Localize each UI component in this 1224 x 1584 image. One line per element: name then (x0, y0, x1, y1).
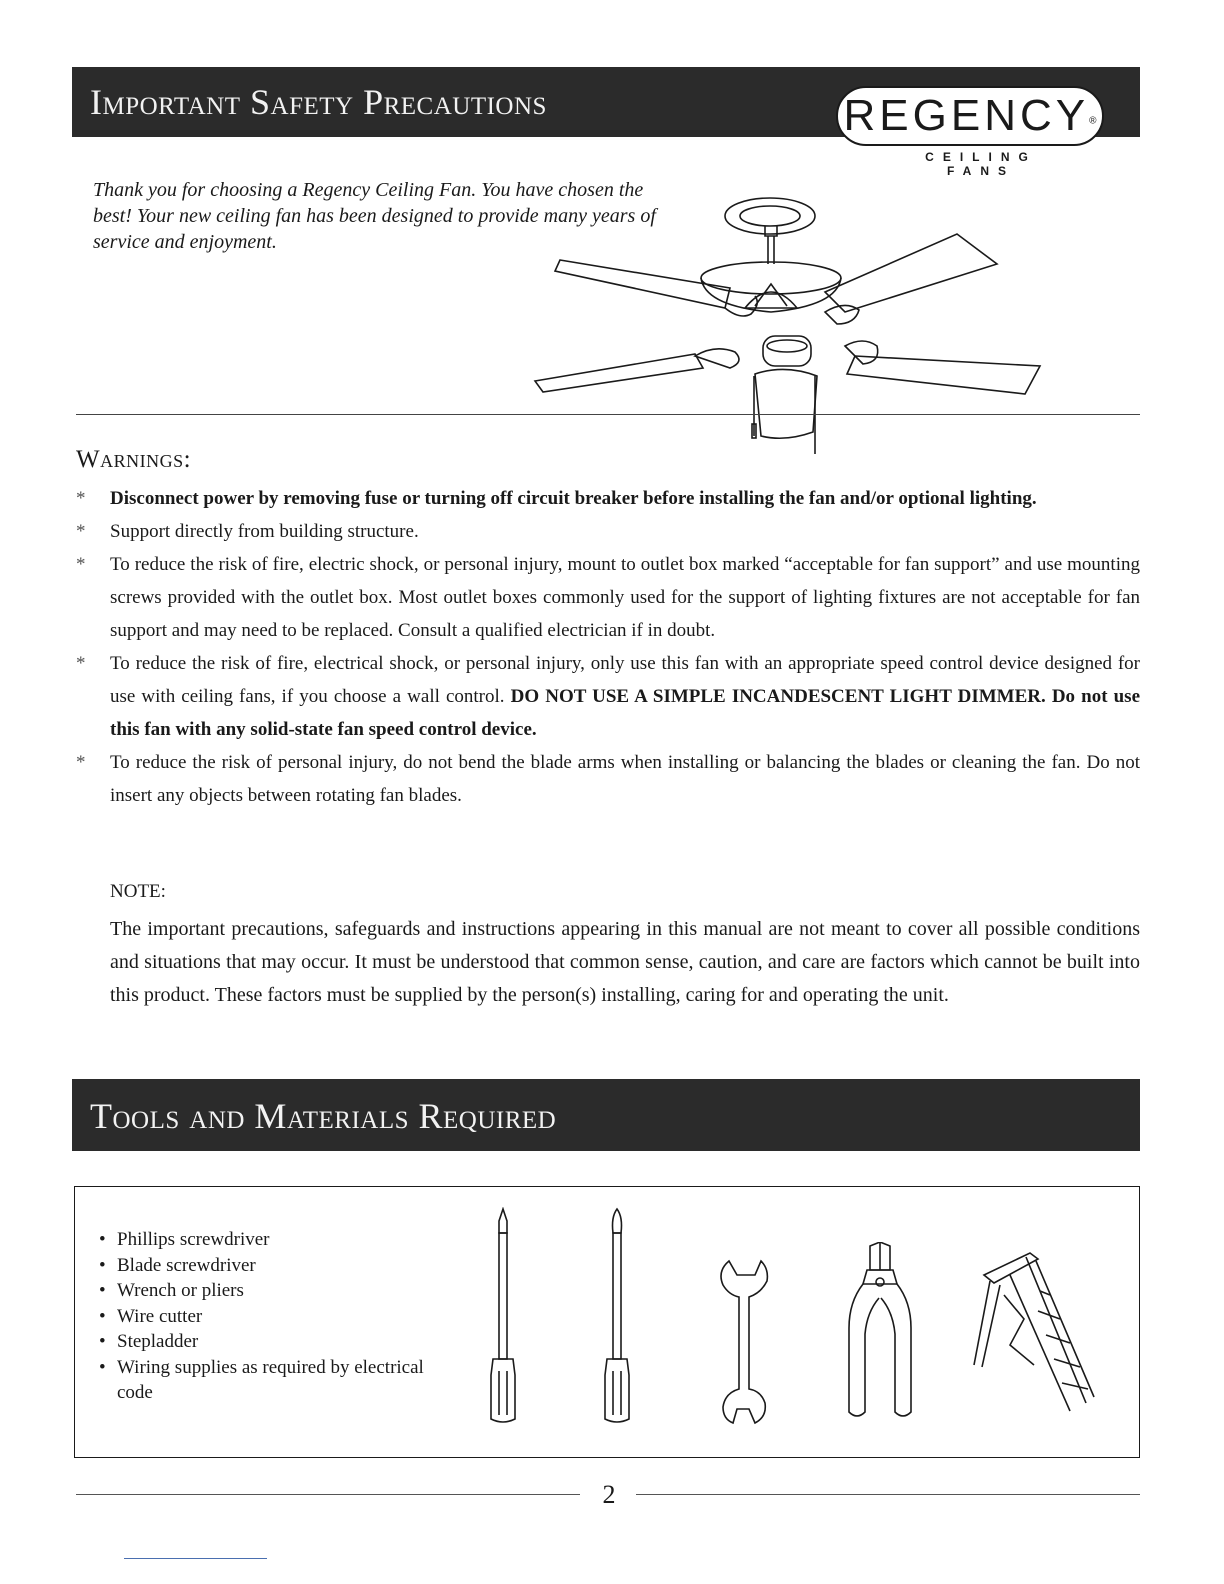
page-number: 2 (602, 1480, 616, 1509)
warning-bullet: * (76, 554, 86, 575)
warning-item (76, 647, 1140, 746)
blade-screwdriver-icon (597, 1207, 637, 1427)
footer-rule-left (76, 1494, 580, 1495)
warning-bullet: * (76, 653, 86, 674)
tool-item (99, 1278, 429, 1304)
tool-bullet: • (99, 1331, 106, 1352)
tools-section-title: Tools and Materials Required (90, 1096, 557, 1136)
warning-bullet: * (76, 752, 86, 773)
warning-bold-text: DO NOT USE A SIMPLE INCANDESCENT LIGHT DIMMER. Do not use this fan with any solid-state fan speed control device. (110, 686, 1141, 740)
section-divider (76, 414, 1140, 415)
warning-text: To reduce the risk of personal injury, do not bend the blade arms when installing or balancing the blades or cleaning the fan. Do not insert any objects between rotating fan blades. (110, 752, 1140, 806)
tool-label: Blade screwdriver (117, 1254, 256, 1276)
tools-banner (72, 1079, 1140, 1151)
wire-cutter-icon (845, 1242, 915, 1427)
intro-text: Thank you for choosing a Regency Ceiling Fan. You have chosen the best! Your new ceiling fan has been designed to provide many years of service and enjoyment. (93, 179, 656, 253)
note-label: NOTE: (110, 881, 166, 902)
stepladder-icon (970, 1245, 1100, 1415)
warning-item (76, 515, 1140, 548)
warning-item (76, 548, 1140, 647)
tool-bullet: • (99, 1356, 106, 1378)
tool-label: Stepladder (117, 1331, 199, 1352)
warning-bold-text: Disconnect power by removing fuse or turning off circuit breaker before installing the fan and/or optional lighting. (110, 488, 1037, 509)
stray-underline (124, 1558, 267, 1559)
fan-canopy (725, 198, 815, 234)
note-text: The important precautions, safeguards and instructions appearing in this manual are not meant to cover all possible conditions and situations that may occur. It must be understood that common sense, caution, and care are factors which cannot be built into this product. These factors must be supplied by the person(s) installing, caring for and operating the unit. (110, 918, 1140, 1006)
warning-text: To reduce the risk of fire, electric shock, or personal injury, mount to outlet box marked “acceptable for fan support” and use mounting screws provided with the outlet box. Most outlet boxes commonly used for the support of lighting fixtures are not acceptable for fan support and may need to be replaced. Consult a qualified electrician if in doubt. (110, 554, 1140, 641)
logo-registered-mark: ® (1089, 115, 1097, 127)
warning-text: Support directly from building structure. (110, 521, 419, 542)
logo-oval (836, 86, 1104, 146)
tool-label: Wiring supplies as required by electrical code (117, 1356, 424, 1403)
tool-bullet: • (99, 1305, 106, 1327)
logo-name: REGENCY (843, 91, 1090, 140)
warning-item (76, 746, 1140, 812)
footer-rule-right (636, 1494, 1140, 1495)
warning-item (76, 482, 1140, 515)
regency-logo (836, 86, 1112, 178)
phillips-screwdriver-icon (483, 1207, 523, 1427)
warnings-heading: Warnings: (76, 446, 192, 473)
safety-section-title: Important Safety Precautions (90, 82, 547, 122)
warning-text: To reduce the risk of fire, electrical shock, or personal injury, only use this fan with an appropriate speed control device designed for use with ceiling fans, if you choose a wall control. (110, 653, 1140, 707)
tool-item (99, 1253, 429, 1279)
tool-bullet: • (99, 1229, 106, 1250)
tool-label: Wire cutter (117, 1305, 203, 1327)
fan-blade-left (555, 260, 730, 308)
ceiling-fan-illustration (525, 196, 1055, 458)
logo-subtitle: CEILING FANS (925, 150, 1037, 178)
warning-bullet: * (76, 521, 86, 542)
tool-bullet: • (99, 1254, 106, 1276)
fan-blade-right (825, 234, 997, 312)
tools-list (99, 1227, 429, 1406)
tool-label: Phillips screwdriver (117, 1229, 270, 1250)
warning-bullet: * (76, 488, 86, 509)
tool-item (99, 1227, 429, 1253)
fan-light-kit (755, 369, 817, 438)
tool-item (99, 1304, 429, 1330)
wrench-icon (715, 1257, 775, 1427)
fan-blade-front-right (847, 356, 1040, 394)
tools-box (74, 1186, 1140, 1458)
tool-bullet: • (99, 1280, 106, 1301)
warnings-list (76, 482, 1140, 812)
fan-blade-front-left (535, 354, 703, 392)
tool-item (99, 1329, 429, 1355)
tool-item (99, 1355, 429, 1406)
tool-label: Wrench or pliers (117, 1280, 244, 1301)
fan-motor-housing (701, 262, 841, 294)
